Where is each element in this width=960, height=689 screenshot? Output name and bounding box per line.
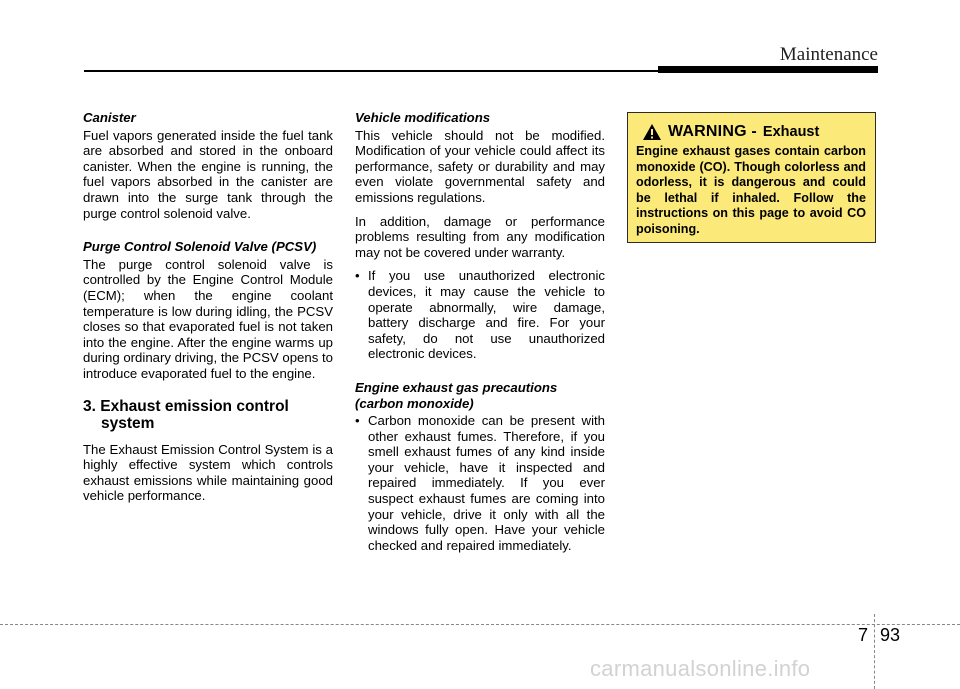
exhaust-emission-section-title	[83, 398, 333, 432]
list-item: • If you use unauthorized electronic devices, it may cause the vehicle to operate abnormally, wire damage, battery discharge and fire. For your safety, do not use unauthorized electronic devices.	[355, 268, 605, 362]
page-number: 93	[880, 625, 901, 645]
exhaust-heading-line2: (carbon monoxide)	[355, 395, 474, 411]
modifications-bullet-list	[355, 268, 605, 362]
watermark-text: carmanualsonline.info	[590, 656, 811, 681]
warning-box	[627, 112, 876, 243]
section-title-line1: 3. Exhaust emission control	[83, 397, 289, 415]
canister-paragraph: Fuel vapors generated inside the fuel tank are absorbed and stored in the onboard canister. When the engine is running, the fuel vapors absorbed in the canister are drawn into the surge tank through the purge control solenoid valve.	[83, 127, 333, 221]
modifications-paragraph-1: This vehicle should not be modified. Modification of your vehicle could affect its performance, safety or durability and may even violate governmental safety and emissions regulations.	[355, 127, 605, 205]
list-item: • Carbon monoxide can be present with other exhaust fumes. Therefore, if you smell exhaust fumes of any kind inside your vehicle, have it inspected and repaired immediately. If you ever suspect exhaust fumes are coming into your vehicle, drive it only with all the windows fully open. Have your vehicle checked and repaired immediately.	[355, 413, 605, 553]
warning-header	[636, 123, 866, 141]
page-number-divider	[874, 614, 875, 689]
modifications-paragraph-2: In addition, damage or performance problems resulting from any modification may not be covered under warranty.	[355, 213, 605, 260]
warning-subject: Exhaust	[762, 124, 820, 140]
exhaust-gas-precautions-heading	[355, 380, 605, 411]
footer-divider	[0, 624, 960, 625]
header-rule-accent	[658, 66, 878, 73]
left-column	[83, 110, 333, 512]
vehicle-modifications-heading: Vehicle modifications	[355, 110, 491, 125]
warning-text: Engine exhaust gases contain carbon monoxide (CO). Though colorless and odorless, it is dangerous and could be lethal if inhaled. Follow the instructions on this page to avoid CO poisoning.	[636, 144, 866, 236]
exhaust-bullet-list	[355, 413, 605, 553]
exhaust-heading-line1: Engine exhaust gas precautions	[355, 379, 558, 395]
section-title-line2: system	[101, 414, 155, 432]
chapter-number: 7	[858, 625, 869, 645]
warning-label: WARNING -	[668, 123, 757, 140]
pcsv-paragraph: The purge control solenoid valve is controlled by the Engine Control Module (ECM); when the engine coolant temperature is low during idling, the PCSV closes so that evaporated fuel is not taken into the engine. After the engine warms up during ordinary driving, the PCSV opens to introduce evaporated fuel to the engine.	[83, 256, 333, 381]
canister-heading: Canister	[83, 110, 136, 125]
header-rule	[84, 70, 744, 72]
exhaust-emission-paragraph: The Exhaust Emission Control System is a highly effective system which controls exhaust emissions while maintaining good vehicle performance.	[83, 441, 333, 504]
section-header-title: Maintenance	[779, 44, 878, 65]
warning-triangle-icon	[642, 123, 662, 141]
pcsv-heading: Purge Control Solenoid Valve (PCSV)	[83, 239, 317, 255]
middle-column	[355, 110, 605, 561]
